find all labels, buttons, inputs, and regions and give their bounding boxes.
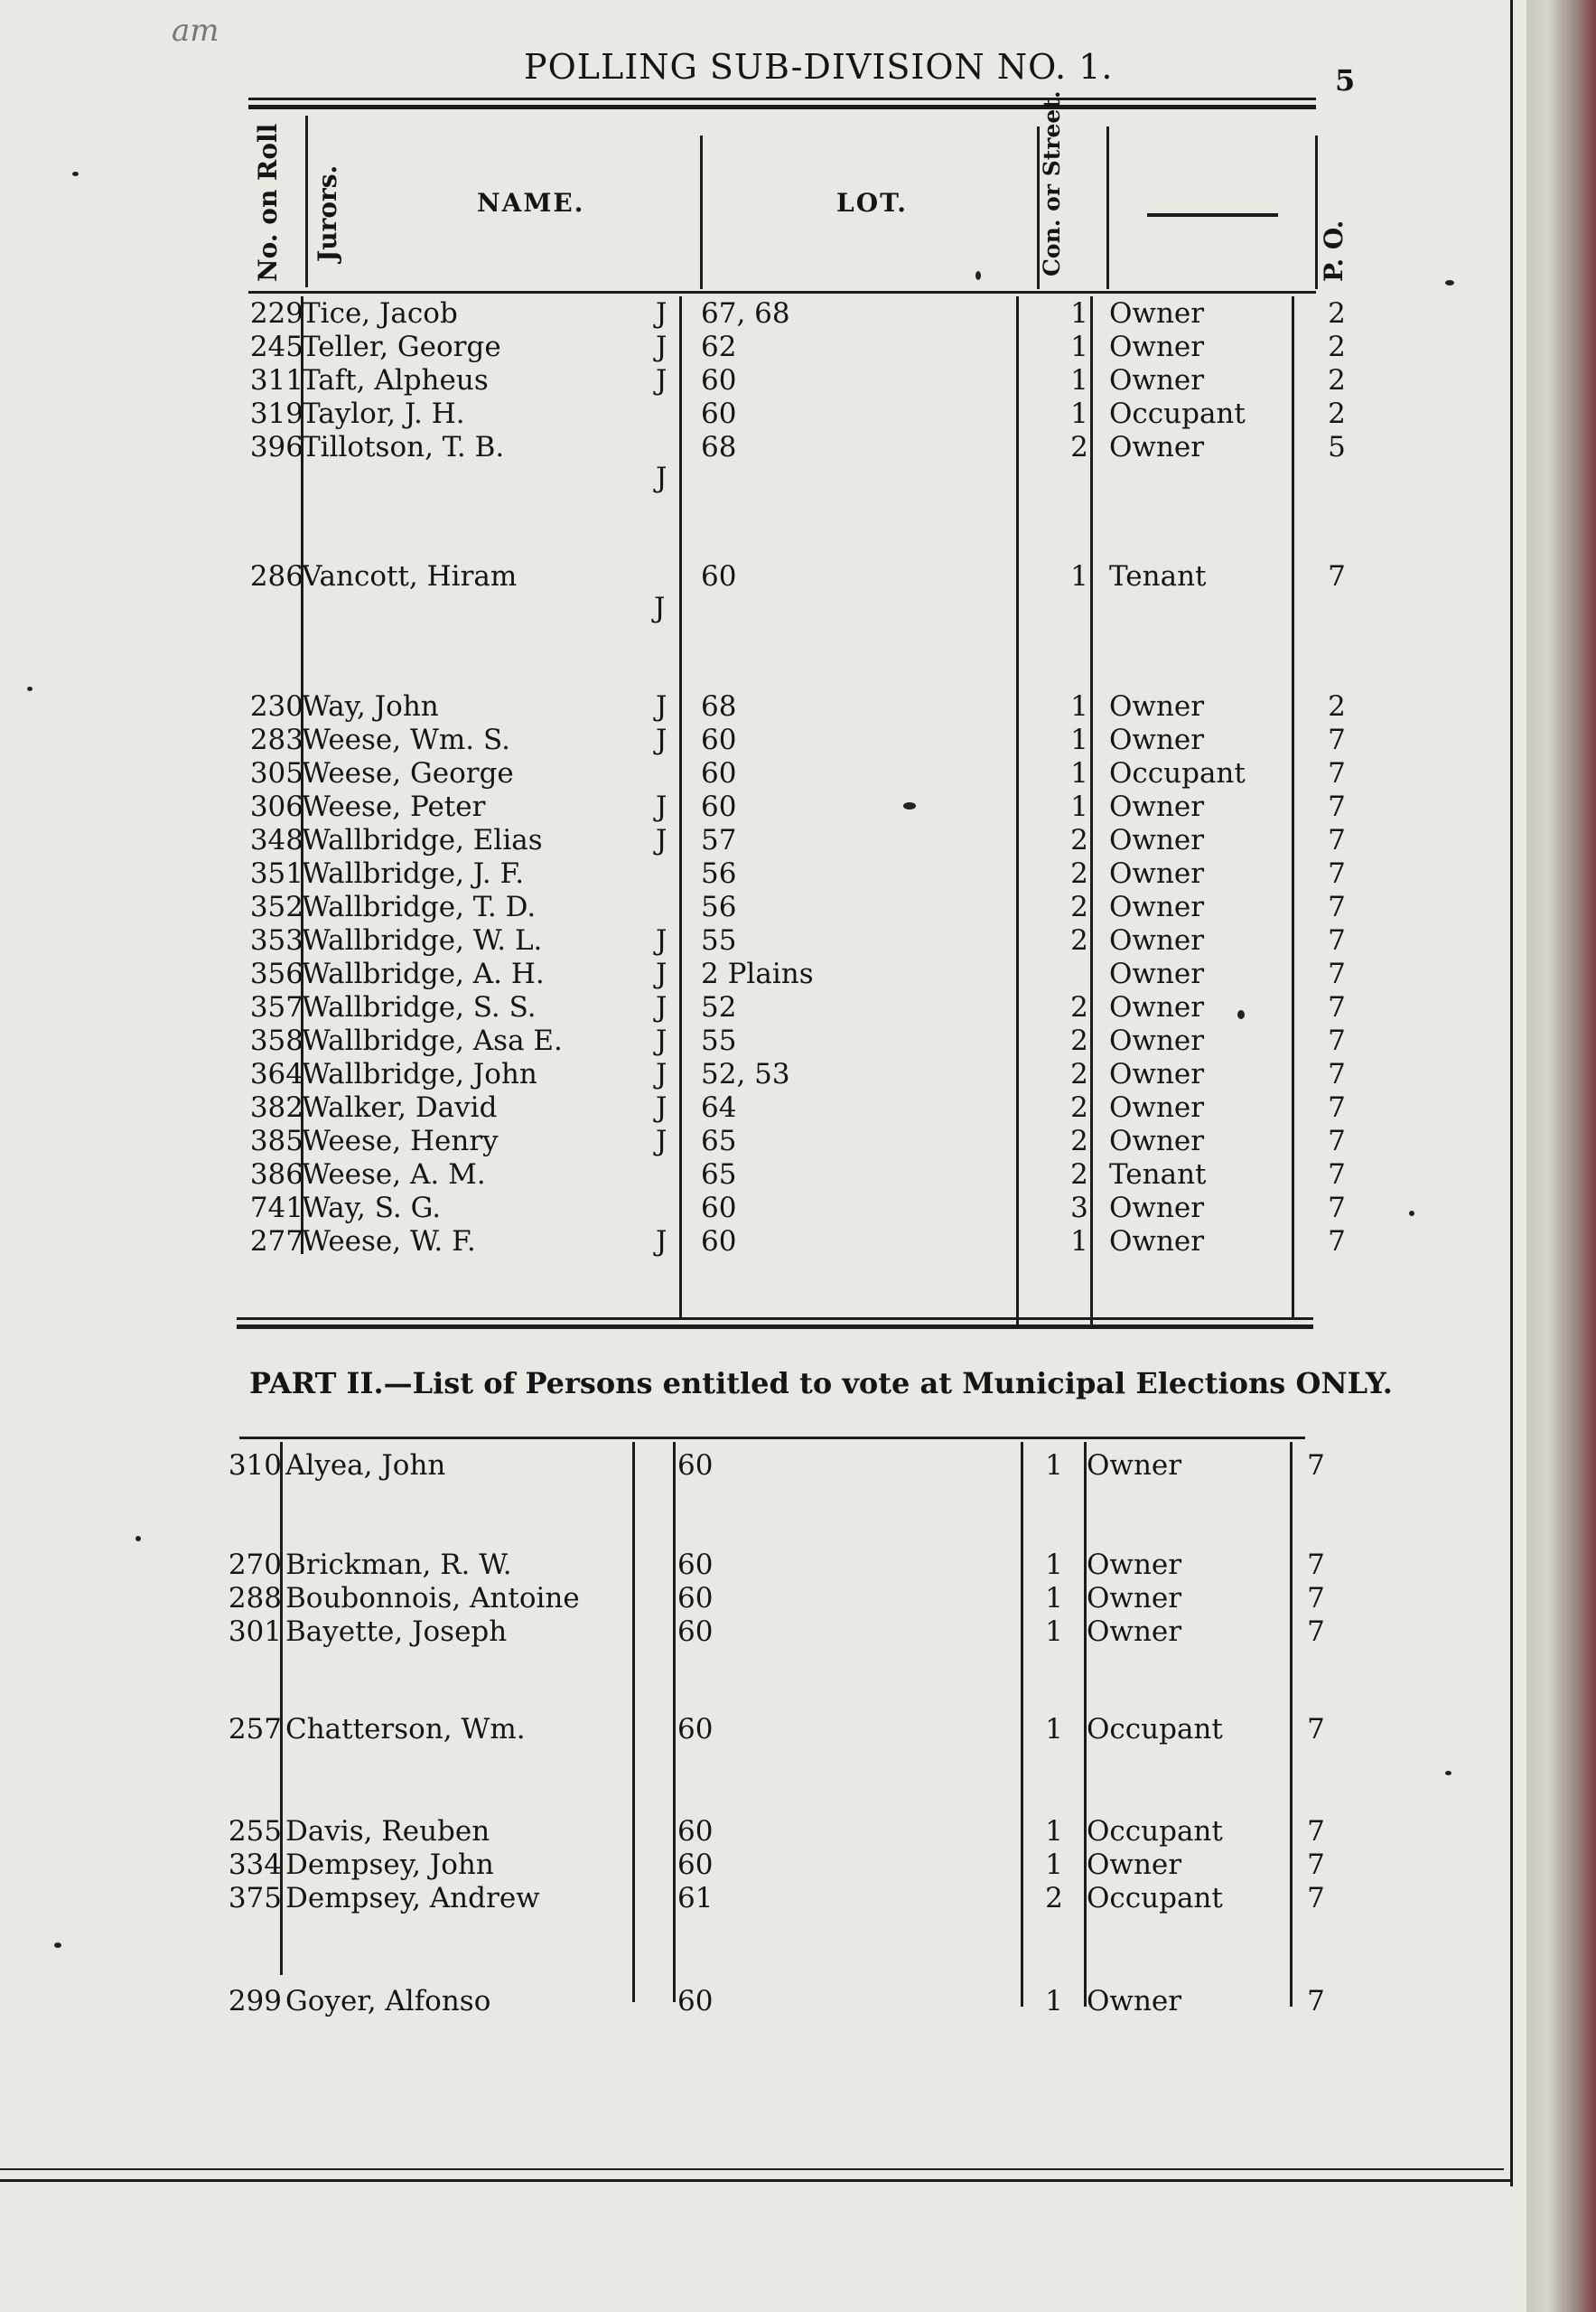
juror-mark: J (656, 958, 667, 990)
tenure-status: Owner (1109, 364, 1205, 397)
juror-mark: J (656, 331, 667, 363)
post-office: 7 (1328, 1091, 1346, 1124)
page-frame-right (1510, 0, 1513, 2186)
post-office: 7 (1307, 1615, 1325, 1648)
table-row (0, 858, 1526, 889)
page-frame-bottom-inner (0, 2168, 1504, 2170)
table-row (0, 1025, 1526, 1056)
concession: 2 (1070, 924, 1088, 957)
roll-number: 306 (249, 791, 303, 823)
post-office: 7 (1328, 724, 1346, 756)
voter-name: Weese, A. M. (302, 1158, 486, 1191)
tenure-status: Owner (1087, 1849, 1182, 1881)
header-lot: LOT. (836, 188, 909, 218)
juror-mark: J (656, 297, 667, 330)
header-divider (1315, 136, 1318, 289)
tenure-status: Owner (1109, 924, 1205, 957)
table-row (0, 561, 1526, 592)
roll-number: 334 (228, 1849, 282, 1881)
roll-number: 364 (249, 1058, 303, 1090)
table-row (0, 1059, 1526, 1090)
scan-speck (975, 271, 981, 280)
concession: 2 (1070, 891, 1088, 923)
post-office: 2 (1328, 331, 1346, 363)
post-office: 7 (1328, 560, 1346, 593)
voter-name: Dempsey, John (285, 1849, 494, 1881)
concession: 1 (1045, 1713, 1063, 1746)
lot-number: 60 (701, 1225, 737, 1258)
tenure-status: Tenant (1109, 560, 1207, 593)
table-row (0, 791, 1526, 822)
voter-name: Tillotson, T. B. (302, 431, 505, 463)
tenure-status: Owner (1087, 1985, 1182, 2017)
concession: 2 (1070, 1091, 1088, 1124)
lot-number: 61 (677, 1882, 714, 1914)
roll-number: 357 (249, 991, 303, 1024)
juror-mark: J (656, 1225, 667, 1258)
concession: 1 (1070, 398, 1088, 430)
table-row (0, 1159, 1526, 1190)
concession: 1 (1045, 1549, 1063, 1581)
roll-number: 375 (228, 1882, 282, 1914)
roll-number: 356 (249, 958, 303, 990)
table-row (0, 298, 1526, 329)
lot-number: 55 (701, 924, 737, 957)
post-office: 2 (1328, 398, 1346, 430)
tenure-status: Owner (1109, 690, 1205, 723)
table-row (0, 758, 1526, 789)
table-row (0, 992, 1526, 1023)
roll-number: 319 (249, 398, 303, 430)
concession: 1 (1045, 1449, 1063, 1482)
lot-number: 52 (701, 991, 737, 1024)
voter-name: Wallbridge, John (302, 1058, 537, 1090)
roll-number: 348 (249, 824, 303, 856)
voter-name: Weese, Wm. S. (302, 724, 510, 756)
roll-number: 245 (249, 331, 303, 363)
lot-number: 56 (701, 891, 737, 923)
concession: 2 (1070, 857, 1088, 890)
tenure-status: Owner (1109, 431, 1205, 463)
lot-number: 60 (701, 1192, 737, 1224)
post-office: 7 (1307, 1582, 1325, 1615)
voter-name: Vancott, Hiram (302, 560, 518, 593)
post-office: 7 (1307, 1815, 1325, 1848)
post-office: 5 (1328, 431, 1346, 463)
voter-name: Wallbridge, Asa E. (302, 1025, 563, 1057)
voter-name: Weese, Peter (302, 791, 486, 823)
tenure-status: Occupant (1109, 398, 1246, 430)
concession: 2 (1070, 1125, 1088, 1157)
voter-name: Taft, Alpheus (302, 364, 489, 397)
post-office: 7 (1328, 791, 1346, 823)
part2-top-rule (239, 1437, 1305, 1439)
roll-number: 301 (228, 1615, 282, 1648)
lot-number: 60 (677, 1713, 714, 1746)
juror-mark: J (656, 724, 667, 756)
voter-name: Walker, David (302, 1091, 498, 1124)
header-jurors: Jurors. (313, 164, 342, 262)
voter-name: Weese, Henry (302, 1125, 499, 1157)
tenure-status: Owner (1109, 1091, 1205, 1124)
header-rule (248, 291, 1316, 294)
scan-speck (72, 172, 79, 176)
voter-name: Goyer, Alfonso (285, 1985, 491, 2017)
tenure-status: Owner (1087, 1449, 1182, 1482)
lot-number: 55 (701, 1025, 737, 1057)
header-con-or-street: Con. or Street. (1039, 90, 1065, 276)
tenure-status: Owner (1109, 1192, 1205, 1224)
tenure-status: Owner (1109, 824, 1205, 856)
table-row (0, 1126, 1526, 1156)
juror-mark: J (656, 1025, 667, 1057)
roll-number: 351 (249, 857, 303, 890)
concession: 1 (1045, 1582, 1063, 1615)
post-office: 7 (1328, 1225, 1346, 1258)
post-office: 2 (1328, 297, 1346, 330)
voter-name: Wallbridge, S. S. (302, 991, 537, 1024)
voter-name: Way, S. G. (302, 1192, 442, 1224)
voter-name: Boubonnois, Antoine (285, 1582, 580, 1615)
concession: 3 (1070, 1192, 1088, 1224)
post-office: 7 (1328, 1192, 1346, 1224)
concession: 2 (1070, 1025, 1088, 1057)
concession: 2 (1070, 431, 1088, 463)
lot-number: 64 (701, 1091, 737, 1124)
tenure-status: Owner (1109, 958, 1205, 990)
voter-name: Davis, Reuben (285, 1815, 490, 1848)
roll-number: 310 (228, 1449, 282, 1482)
lot-number: 60 (701, 560, 737, 593)
lot-number: 57 (701, 824, 737, 856)
lot-number: 65 (701, 1125, 737, 1157)
voter-name: Weese, George (302, 757, 514, 790)
lot-number: 2 Plains (701, 958, 814, 990)
table-row (0, 892, 1526, 922)
scan-speck (54, 1942, 61, 1948)
concession: 2 (1070, 1158, 1088, 1191)
roll-number: 283 (249, 724, 303, 756)
voter-name: Teller, George (302, 331, 501, 363)
roll-number: 386 (249, 1158, 303, 1191)
lot-number: 60 (701, 364, 737, 397)
roll-number: 385 (249, 1125, 303, 1157)
voter-name: Chatterson, Wm. (285, 1713, 526, 1746)
tenure-status: Owner (1109, 991, 1205, 1024)
juror-mark: J (656, 1125, 667, 1157)
post-office: 7 (1328, 1025, 1346, 1057)
lot-number: 67, 68 (701, 297, 790, 330)
table-row (0, 925, 1526, 956)
table-row (0, 1226, 1526, 1257)
book-spine (1526, 0, 1596, 2312)
header-divider (1106, 126, 1109, 289)
voter-name: Bayette, Joseph (285, 1615, 508, 1648)
page-frame-bottom (0, 2179, 1513, 2182)
lot-number: 68 (701, 431, 737, 463)
table-row (0, 959, 1526, 989)
post-office: 7 (1328, 1058, 1346, 1090)
table-row (0, 1450, 1526, 1481)
page-number: 5 (1335, 63, 1356, 98)
juror-mark: J (654, 592, 666, 624)
tenure-status: Owner (1109, 1225, 1205, 1258)
concession: 1 (1070, 364, 1088, 397)
tenure-status: Tenant (1109, 1158, 1207, 1191)
tenure-status: Occupant (1087, 1882, 1223, 1914)
header-status-dash (1147, 213, 1278, 217)
post-office: 7 (1328, 1158, 1346, 1191)
roll-number: 396 (249, 431, 303, 463)
concession: 1 (1070, 690, 1088, 723)
roll-number: 741 (249, 1192, 303, 1224)
lot-number: 60 (701, 791, 737, 823)
post-office: 7 (1307, 1549, 1325, 1581)
tenure-status: Owner (1109, 331, 1205, 363)
table-row (0, 1714, 1526, 1745)
juror-mark: J (656, 1058, 667, 1090)
post-office: 2 (1328, 364, 1346, 397)
roll-number: 299 (228, 1985, 282, 2017)
header-divider (700, 136, 703, 289)
scan-speck (903, 802, 916, 810)
lot-number: 60 (677, 1849, 714, 1881)
juror-mark: J (656, 690, 667, 723)
lot-number: 60 (677, 1449, 714, 1482)
table-row (0, 825, 1526, 856)
voter-name: Wallbridge, J. F. (302, 857, 525, 890)
juror-mark: J (656, 364, 667, 397)
post-office: 7 (1328, 857, 1346, 890)
roll-number: 352 (249, 891, 303, 923)
lot-number: 60 (677, 1985, 714, 2017)
roll-number: 382 (249, 1091, 303, 1124)
roll-number: 311 (249, 364, 303, 397)
voter-name: Wallbridge, Elias (302, 824, 543, 856)
table-row (0, 1616, 1526, 1647)
header-divider (305, 116, 308, 287)
post-office: 7 (1307, 1713, 1325, 1746)
post-office: 7 (1328, 958, 1346, 990)
part1-bottom-rule-heavy (237, 1324, 1313, 1329)
juror-mark: J (656, 924, 667, 957)
voter-name: Wallbridge, A. H. (302, 958, 545, 990)
table-row (0, 1816, 1526, 1847)
juror-mark: J (656, 791, 667, 823)
lot-number: 60 (677, 1549, 714, 1581)
juror-mark: J (656, 991, 667, 1024)
scan-speck (135, 1536, 141, 1541)
table-row (0, 725, 1526, 755)
table-row (0, 398, 1526, 429)
tenure-status: Occupant (1087, 1815, 1223, 1848)
tenure-status: Owner (1109, 891, 1205, 923)
juror-mark: J (656, 462, 667, 494)
concession: 1 (1070, 331, 1088, 363)
table-row (0, 365, 1526, 396)
roll-number: 353 (249, 924, 303, 957)
top-rule-heavy (248, 105, 1316, 109)
voter-name: Brickman, R. W. (285, 1549, 512, 1581)
juror-mark: J (656, 824, 667, 856)
tenure-status: Owner (1087, 1615, 1182, 1648)
part2-heading: PART II.—List of Persons entitled to vote at Municipal Elections ONLY. (249, 1366, 1393, 1400)
lot-number: 60 (677, 1815, 714, 1848)
lot-number: 60 (677, 1615, 714, 1648)
post-office: 7 (1307, 1849, 1325, 1881)
tenure-status: Owner (1109, 791, 1205, 823)
roll-number: 270 (228, 1549, 282, 1581)
table-row (0, 1986, 1526, 2017)
lot-number: 68 (701, 690, 737, 723)
concession: 1 (1070, 560, 1088, 593)
tenure-status: Owner (1109, 297, 1205, 330)
table-row (0, 1549, 1526, 1580)
scan-speck (1445, 1771, 1451, 1775)
lot-number: 56 (701, 857, 737, 890)
concession: 1 (1045, 1985, 1063, 2017)
juror-mark: J (656, 1091, 667, 1124)
post-office: 7 (1328, 924, 1346, 957)
scan-speck (1237, 1010, 1245, 1019)
part1-bottom-rule (237, 1317, 1313, 1320)
post-office: 7 (1328, 757, 1346, 790)
voter-name: Way, John (302, 690, 439, 723)
concession: 1 (1070, 757, 1088, 790)
concession: 1 (1045, 1615, 1063, 1648)
post-office: 7 (1307, 1449, 1325, 1482)
scan-speck (1445, 280, 1454, 285)
tenure-status: Owner (1087, 1582, 1182, 1615)
lot-number: 65 (701, 1158, 737, 1191)
tenure-status: Owner (1109, 1058, 1205, 1090)
header-po: P. O. (1319, 220, 1349, 282)
voter-name: Wallbridge, W. L. (302, 924, 543, 957)
post-office: 7 (1328, 891, 1346, 923)
post-office: 7 (1328, 991, 1346, 1024)
tenure-status: Occupant (1087, 1713, 1223, 1746)
concession: 1 (1070, 1225, 1088, 1258)
post-office: 7 (1307, 1882, 1325, 1914)
concession: 1 (1070, 724, 1088, 756)
table-row (0, 1849, 1526, 1880)
lot-number: 60 (701, 757, 737, 790)
corner-mark: am (172, 13, 219, 49)
concession: 1 (1045, 1815, 1063, 1848)
roll-number: 288 (228, 1582, 282, 1615)
lot-number: 52, 53 (701, 1058, 790, 1090)
roll-number: 255 (228, 1815, 282, 1848)
lot-number: 60 (701, 398, 737, 430)
table-row (0, 691, 1526, 722)
tenure-status: Owner (1109, 857, 1205, 890)
concession: 1 (1045, 1849, 1063, 1881)
concession: 1 (1070, 791, 1088, 823)
concession: 2 (1045, 1882, 1063, 1914)
table-row (0, 1883, 1526, 1914)
roll-number: 257 (228, 1713, 282, 1746)
roll-number: 305 (249, 757, 303, 790)
post-office: 7 (1328, 824, 1346, 856)
header-no-on-roll: No. on Roll (253, 123, 283, 282)
tenure-status: Owner (1109, 1025, 1205, 1057)
table-row (0, 332, 1526, 362)
table-row (0, 1193, 1526, 1223)
tenure-status: Occupant (1109, 757, 1246, 790)
top-rule (248, 98, 1316, 100)
table-row (0, 432, 1526, 463)
roll-number: 229 (249, 297, 303, 330)
scan-speck (27, 687, 33, 691)
scan-speck (1409, 1211, 1414, 1216)
table-row (0, 1092, 1526, 1123)
post-office: 7 (1307, 1985, 1325, 2017)
page-title: POLLING SUB-DIVISION NO. 1. (524, 47, 1114, 87)
tenure-status: Owner (1109, 1125, 1205, 1157)
post-office: 7 (1328, 1125, 1346, 1157)
voter-name: Tice, Jacob (302, 297, 458, 330)
tenure-status: Owner (1109, 724, 1205, 756)
concession: 2 (1070, 991, 1088, 1024)
table-row (0, 1583, 1526, 1614)
concession: 1 (1070, 297, 1088, 330)
voter-name: Weese, W. F. (302, 1225, 476, 1258)
voter-name: Wallbridge, T. D. (302, 891, 537, 923)
concession: 2 (1070, 1058, 1088, 1090)
voter-name: Alyea, John (285, 1449, 446, 1482)
roll-number: 277 (249, 1225, 303, 1258)
post-office: 2 (1328, 690, 1346, 723)
lot-number: 62 (701, 331, 737, 363)
lot-number: 60 (701, 724, 737, 756)
voter-name: Dempsey, Andrew (285, 1882, 540, 1914)
roll-number: 358 (249, 1025, 303, 1057)
roll-number: 286 (249, 560, 303, 593)
roll-number: 230 (249, 690, 303, 723)
header-name: NAME. (477, 188, 585, 218)
tenure-status: Owner (1087, 1549, 1182, 1581)
voter-name: Taylor, J. H. (302, 398, 465, 430)
concession: 2 (1070, 824, 1088, 856)
lot-number: 60 (677, 1582, 714, 1615)
